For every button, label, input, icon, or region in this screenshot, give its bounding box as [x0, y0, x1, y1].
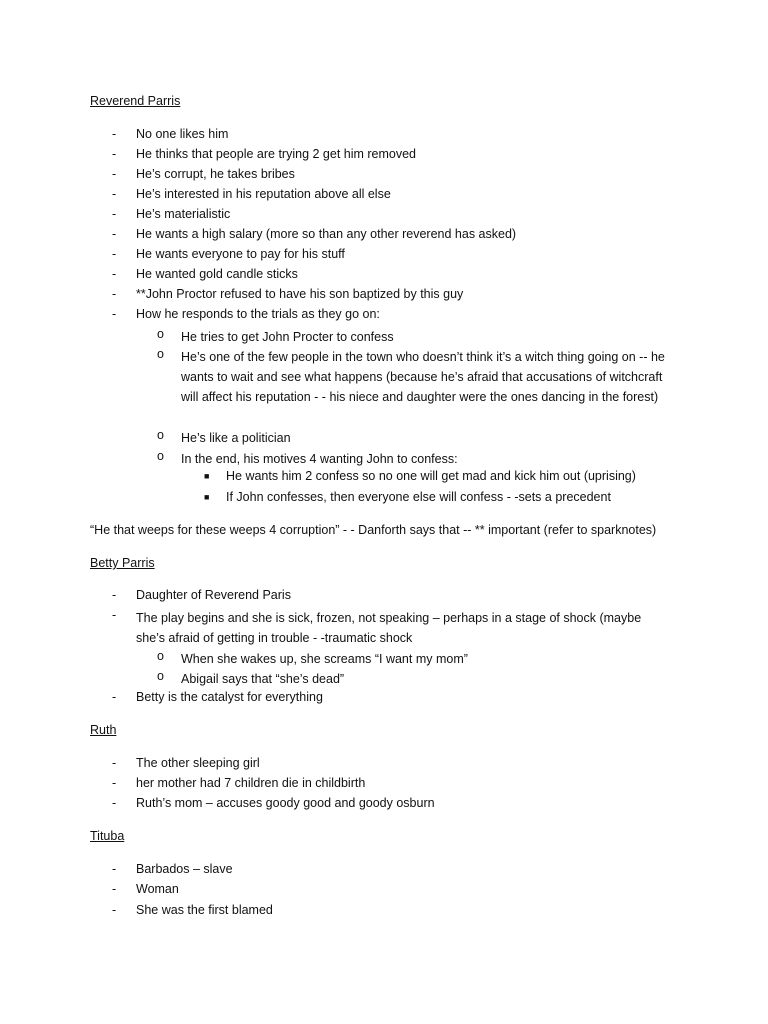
heading-betty-parris: Betty Parris: [90, 556, 155, 570]
dash-bullet: -: [112, 247, 117, 261]
dash-bullet: -: [112, 127, 117, 141]
list-item-text: The other sleeping girl: [136, 756, 260, 770]
dash-bullet: -: [112, 187, 117, 201]
list-item: [112, 147, 692, 161]
dash-bullet: -: [112, 147, 117, 161]
dash-bullet: -: [112, 207, 117, 221]
list-item-text: No one likes him: [136, 127, 229, 141]
circle-bullet: o: [157, 347, 164, 361]
list-item: [112, 882, 692, 896]
dash-bullet: -: [112, 882, 117, 896]
heading-ruth: Ruth: [90, 723, 117, 737]
dash-bullet: -: [112, 608, 117, 622]
list-item-text: Barbados – slave: [136, 862, 233, 876]
sub-list-item-text: He’s like a politician: [181, 431, 291, 445]
quote-line: “He that weeps for these weeps 4 corruption” - - Danforth says that -- ** important (refer to sparknotes): [90, 523, 657, 537]
sub-list-item-text: In the end, his motives 4 wanting John to confess:: [181, 452, 458, 466]
dash-bullet: -: [112, 167, 117, 181]
sub-list-item-text: He tries to get John Procter to confess: [181, 330, 394, 344]
list-item-text: He’s materialistic: [136, 207, 231, 221]
dash-bullet: -: [112, 776, 117, 790]
list-item-text: Woman: [136, 882, 179, 896]
list-item: [112, 287, 692, 301]
list-item-text: He’s interested in his reputation above all else: [136, 187, 391, 201]
list-item: [112, 167, 692, 181]
sub-list-item: [157, 428, 677, 448]
circle-bullet: o: [157, 428, 164, 442]
list-item: [112, 267, 692, 281]
list-item: [112, 227, 692, 241]
list-item-text: Betty is the catalyst for everything: [136, 690, 323, 704]
list-item: [112, 776, 692, 790]
sub-list-item: [157, 649, 677, 669]
dash-bullet: -: [112, 862, 117, 876]
list-item-text: Daughter of Reverend Paris: [136, 588, 291, 602]
list-item-text: her mother had 7 children die in childbirth: [136, 776, 366, 790]
list-item: [112, 588, 692, 602]
dash-bullet: -: [112, 267, 117, 281]
list-item: [112, 207, 692, 221]
sub-list-item-text: When she wakes up, she screams “I want my mom”: [181, 652, 468, 666]
sub-sub-list-item-text: If John confesses, then everyone else will confess - -sets a precedent: [226, 490, 611, 504]
sub-sub-list-item: [204, 490, 684, 504]
list-item-text: He wants everyone to pay for his stuff: [136, 247, 345, 261]
dash-bullet: -: [112, 287, 117, 301]
sub-sub-list-item: [204, 469, 684, 483]
list-item: [112, 307, 692, 321]
heading-tituba: Tituba: [90, 829, 125, 843]
dash-bullet: -: [112, 227, 117, 241]
list-item: [112, 608, 672, 648]
list-item: [112, 127, 692, 141]
list-item-text: How he responds to the trials as they go on:: [136, 307, 380, 321]
sub-list-item-text: He’s one of the few people in the town who doesn’t think it’s a witch thing going on -- he wants to wait and see what happens (because he’s afraid that accusations of witchcraft will affect his reputation - - his niece and daughter were the ones dancing in the forest): [181, 350, 665, 404]
list-item: [112, 862, 692, 876]
sub-list-item: [157, 347, 677, 407]
list-item: [112, 903, 692, 917]
circle-bullet: o: [157, 649, 164, 663]
circle-bullet: o: [157, 669, 164, 683]
list-item: [112, 690, 692, 704]
list-item-text: He’s corrupt, he takes bribes: [136, 167, 295, 181]
sub-sub-list-item-text: He wants him 2 confess so no one will get mad and kick him out (uprising): [226, 469, 636, 483]
list-item: [112, 187, 692, 201]
heading-reverend-parris: Reverend Parris: [90, 94, 181, 108]
sub-list-item: [157, 669, 677, 689]
sub-list-item: [157, 449, 677, 469]
dash-bullet: -: [112, 796, 117, 810]
list-item-text: She was the first blamed: [136, 903, 273, 917]
list-item-text: He wants a high salary (more so than any other reverend has asked): [136, 227, 517, 241]
list-item: [112, 796, 692, 810]
dash-bullet: -: [112, 690, 117, 704]
sub-list-item: [157, 327, 677, 347]
sub-list-item-text: Abigail says that “she’s dead”: [181, 672, 345, 686]
dash-bullet: -: [112, 588, 117, 602]
list-item: [112, 756, 692, 770]
dash-bullet: -: [112, 903, 117, 917]
list-item-text: He thinks that people are trying 2 get him removed: [136, 147, 417, 161]
square-bullet: ■: [204, 492, 210, 502]
list-item-text: The play begins and she is sick, frozen, not speaking – perhaps in a stage of shock (maybe she’s afraid of getting in trouble - -traumatic shock: [136, 611, 642, 645]
list-item: [112, 247, 692, 261]
dash-bullet: -: [112, 756, 117, 770]
list-item-text: **John Proctor refused to have his son baptized by this guy: [136, 287, 464, 301]
square-bullet: ■: [204, 471, 210, 481]
dash-bullet: -: [112, 307, 117, 321]
circle-bullet: o: [157, 327, 164, 341]
circle-bullet: o: [157, 449, 164, 463]
list-item-text: Ruth’s mom – accuses goody good and goody osburn: [136, 796, 435, 810]
list-item-text: He wanted gold candle sticks: [136, 267, 298, 281]
